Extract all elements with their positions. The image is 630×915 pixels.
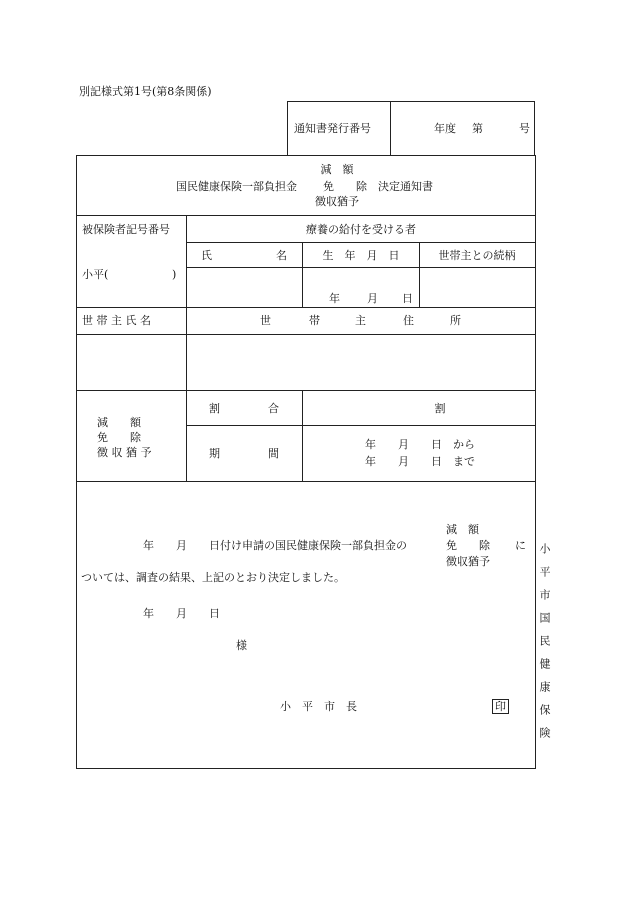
notice-dai-label: 第	[472, 122, 483, 135]
householder-address-label-5: 所	[450, 314, 461, 327]
householder-address-label-1: 世	[260, 314, 271, 327]
period-label-2: 間	[268, 447, 279, 460]
addressee-sama: 様	[236, 639, 247, 652]
title-option-exemption: 免 除	[323, 180, 367, 193]
name-header-1: 氏	[201, 249, 212, 262]
body-option-exemption: 免 除	[446, 539, 490, 552]
period-label-1: 期	[209, 447, 220, 460]
body-ni: に	[515, 539, 526, 552]
section-reduction-label: 減 額	[97, 416, 141, 429]
relation-header: 世帯主との続柄	[438, 249, 516, 262]
title-prefix: 国民健康保険一部負担金	[176, 180, 297, 193]
body-option-reduction: 減 額	[446, 523, 479, 536]
notice-year-label: 年度	[434, 122, 456, 135]
title-option-reduction: 減 額	[320, 163, 354, 176]
body-decision-text: ついては、調査の結果、上記のとおり決定しました。	[81, 571, 345, 584]
title-option-postpone: 徴収猶予	[315, 195, 359, 208]
body-application-date: 年 月 日付け申請の国民健康保険一部負担金の	[143, 539, 407, 552]
notice-number-label: 通知書発行番号	[294, 122, 371, 135]
householder-address-label-3: 主	[355, 314, 366, 327]
rate-label-1: 割	[209, 402, 220, 415]
householder-address-label-4: 住	[403, 314, 414, 327]
householder-name-label: 世 帯 主 氏 名	[82, 314, 151, 327]
mayor-title: 小 平 市 長	[280, 700, 357, 713]
insured-number-prefix: 小平(	[82, 268, 109, 281]
birth-year-label: 年	[329, 292, 340, 305]
period-from: 年 月 日 から	[365, 438, 475, 451]
birth-day-label: 日	[402, 292, 413, 305]
birth-month-label: 月	[367, 292, 378, 305]
body-option-postpone: 徴収猶予	[446, 555, 490, 568]
insured-number-label: 被保険者記号番号	[82, 223, 170, 236]
side-label: 小平市国民健康保険	[538, 543, 551, 750]
recipient-header: 療養の給付を受ける者	[306, 223, 416, 236]
form-number-label: 別記様式第1号(第8条関係)	[79, 85, 212, 98]
rate-unit: 割	[434, 402, 446, 415]
insured-number-suffix: )	[172, 268, 177, 281]
section-postpone-label: 徴 収 猶 予	[97, 446, 152, 459]
section-exemption-label: 免 除	[97, 431, 141, 444]
seal-mark: 印	[492, 699, 509, 714]
birth-date-header: 生 年 月 日	[322, 249, 400, 262]
name-header-2: 名	[276, 249, 287, 262]
householder-address-label-2: 帯	[309, 314, 320, 327]
body-notice-date: 年 月 日	[143, 607, 220, 620]
notice-go-label: 号	[519, 122, 530, 135]
rate-label-2: 合	[268, 402, 279, 415]
title-suffix: 決定通知書	[378, 180, 433, 193]
period-to: 年 月 日 まで	[365, 455, 475, 468]
